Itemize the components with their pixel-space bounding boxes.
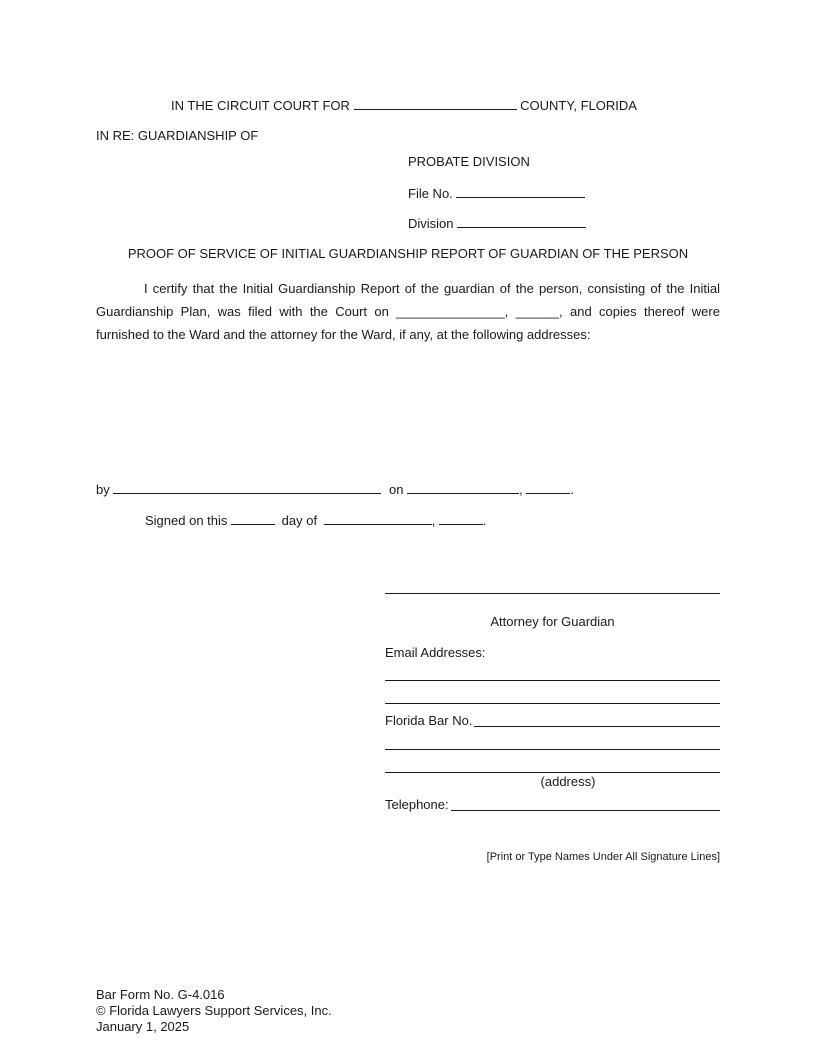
by-label: by [96, 482, 110, 497]
service-year-sep: , [519, 482, 523, 497]
telephone-line[interactable] [451, 810, 720, 811]
filing-date-blank[interactable]: _______________ [396, 304, 505, 319]
served-by-blank[interactable] [113, 481, 381, 494]
division-line [408, 215, 586, 231]
probate-division-label: PROBATE DIVISION [408, 154, 530, 169]
day-of-label: day of [281, 513, 318, 528]
signed-year-sep: , [431, 513, 436, 528]
court-suffix: COUNTY, FLORIDA [520, 98, 637, 113]
signed-line [145, 512, 487, 528]
service-year-blank[interactable] [526, 481, 570, 494]
signature-line[interactable] [385, 593, 720, 594]
email-line-2[interactable] [385, 703, 720, 704]
court-caption [171, 97, 637, 113]
county-blank[interactable] [354, 97, 517, 110]
signed-day-blank[interactable] [231, 512, 275, 525]
service-date-blank[interactable] [407, 481, 519, 494]
file-no-blank[interactable] [456, 185, 585, 198]
certification-text-1: I certify that the Initial Guardianship Report of the guardian of the person, consisting of the Initial Guardianship Plan, was filed with the Court on [96, 281, 720, 319]
file-no-label: File No. [408, 186, 453, 201]
email-line-1[interactable] [385, 680, 720, 681]
florida-bar-no-line[interactable] [474, 726, 720, 727]
florida-bar-no-label: Florida Bar No. [385, 713, 473, 728]
signed-month-blank[interactable] [324, 512, 432, 525]
in-re-label: IN RE: GUARDIANSHIP OF [96, 128, 259, 143]
signed-year-blank[interactable] [439, 512, 483, 525]
bar-form-number: Bar Form No. G-4.016 [96, 987, 225, 1002]
service-end-period: . [570, 482, 574, 497]
print-names-note: [Print or Type Names Under All Signature Lines] [486, 851, 720, 863]
document-title: PROOF OF SERVICE OF INITIAL GUARDIANSHIP REPORT OF GUARDIAN OF THE PERSON [127, 246, 689, 261]
copyright-notice: © Florida Lawyers Support Services, Inc. [96, 1003, 332, 1018]
division-label: Division [408, 216, 454, 231]
telephone-label: Telephone: [385, 797, 449, 812]
court-prefix: IN THE CIRCUIT COURT FOR [171, 98, 350, 113]
email-addresses-label: Email Addresses: [385, 645, 486, 660]
address-line-1[interactable] [385, 749, 720, 750]
address-label: (address) [540, 774, 596, 789]
signed-end-period: . [482, 513, 487, 528]
certification-text-2: , ______, and copies thereof were furnished to the Ward and the attorney for the Ward, if any, at the following addresses: [96, 304, 720, 342]
form-date: January 1, 2025 [96, 1019, 190, 1034]
address-line-2[interactable] [385, 772, 720, 773]
attorney-for-guardian-label: Attorney for Guardian [490, 614, 615, 629]
file-no-line [408, 185, 585, 201]
signed-prefix: Signed on this [145, 513, 228, 528]
division-blank[interactable] [457, 215, 586, 228]
on-label: on [388, 482, 404, 497]
service-line [96, 481, 574, 497]
certification-paragraph [96, 277, 720, 346]
